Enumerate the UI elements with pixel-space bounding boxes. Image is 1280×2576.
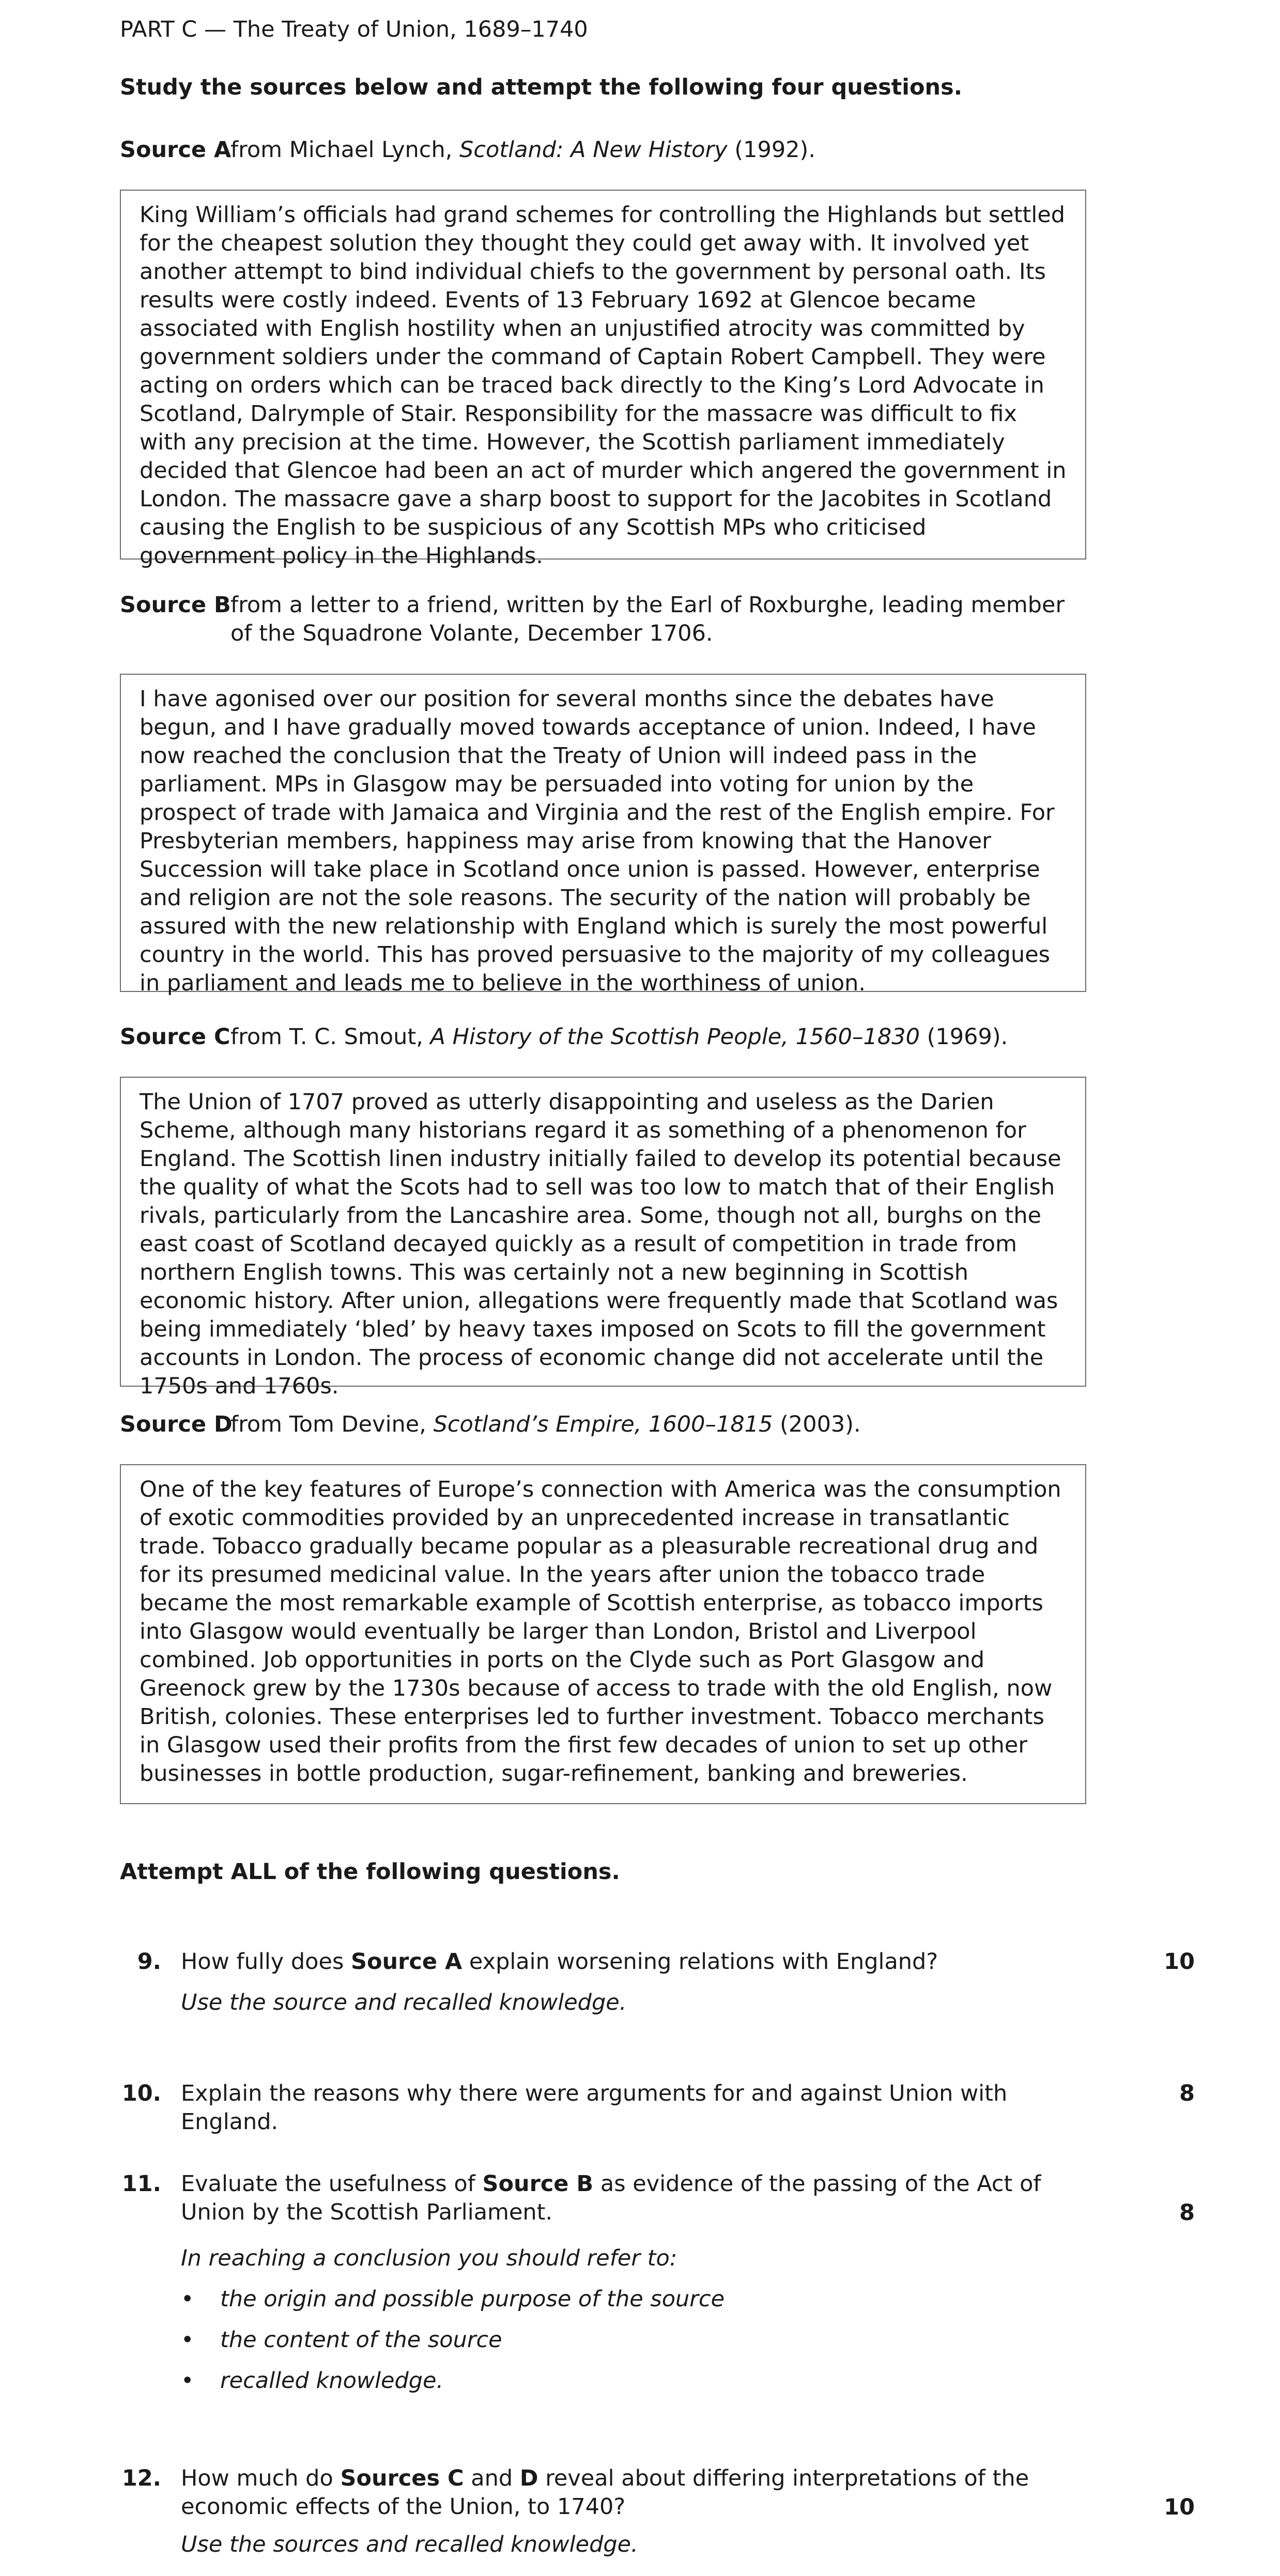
question-body: How much do Sources C and D reveal about differing interpretations of the economic effects of the Union, to 1740? Use the sources and recalled knowledge. (181, 2464, 1049, 2559)
source-a-box (120, 190, 1086, 569)
question-marks: 8 (1179, 2081, 1195, 2106)
source-b-label: Source B (120, 592, 231, 618)
question-number: 10. (121, 2081, 161, 2106)
source-a-citation: from Michael Lynch, Scotland: A New History (1992). (230, 137, 815, 163)
question-11 (120, 2170, 1195, 2395)
question-number: 12. (121, 2465, 161, 2491)
bullet-item: • recalled knowledge. (181, 2367, 1049, 2395)
source-d-box (120, 1464, 1086, 1804)
source-c-text: The Union of 1707 proved as utterly disappointing and useless as the Darien Scheme, although many historians regard it as something of a phenomenon for England. The Scottish linen industry initially failed to develop its potential because the quality of what the Scots had to sell was too low to match that of their English rivals, particularly from the Lancashire area. Some, though not all, burghs on the east coast of Scotland decayed quickly as a result of competition in trade from northern English towns. This was certainly not a new beginning in Scottish economic history. After union, allegations were frequently made that Scotland was being immediately ‘bled’ by heavy taxes imposed on Scots to fill the government accounts in London. The process of economic change did not accelerate until the 1750s and 1760s. (140, 1089, 1061, 1399)
question-marks: 8 (1179, 2200, 1195, 2226)
question-12 (120, 2464, 1195, 2559)
source-a-heading (120, 136, 1091, 164)
source-c-label: Source C (120, 1024, 230, 1050)
source-d-citation: from Tom Devine, Scotland’s Empire, 1600–1815 (2003). (230, 1411, 861, 1437)
question-instruction: Use the source and recalled knowledge. (181, 1990, 627, 2015)
question-instruction: In reaching a conclusion you should refer to: (181, 2245, 677, 2271)
question-number: 9. (137, 1949, 161, 1975)
source-b-citation: from a letter to a friend, written by the Earl of Roxburghe, leading member of the Squadrone Volante, December 1706. (230, 592, 1065, 646)
part-title: PART C — The Treaty of Union, 1689–1740 (120, 17, 588, 42)
source-c-box (120, 1077, 1086, 1399)
question-marks: 10 (1164, 2494, 1195, 2520)
source-a-text: King William’s officials had grand schemes for controlling the Highlands but settled for the cheapest solution they thought they could get away with. It involved yet another attempt to bind individual chiefs to the government by personal oath. Its results were costly indeed. Events of 13 February 1692 at Glencoe became associated with English hostility when an unjustified atrocity was committed by government soldiers under the command of Captain Robert Campbell. They were acting on orders which can be traced back directly to the King’s Lord Advocate in Scotland, Dalrymple of Stair. Responsibility for the massacre was difficult to fix with any precision at the time. However, the Scottish parliament immediately decided that Glencoe had been an act of murder which angered the government in London. The massacre gave a sharp boost to support for the Jacobites in Scotland causing the English to be suspicious of any Scottish MPs who criticised government policy in the Highlands. (140, 202, 1067, 569)
source-d-heading (120, 1410, 1091, 1439)
source-b-text: I have agonised over our position for several months since the debates have begun, and I have gradually moved towards acceptance of union. Indeed, I have now reached the conclusion that the Treaty of Union will indeed pass in the parliament. MPs in Glasgow may be persuaded into voting for union by the prospect of trade with Jamaica and Virginia and the rest of the English empire. For Presbyterian members, happiness may arise from knowing that the Hanover Succession will take place in Scotland once union is passed. However, enterprise and religion are not the sole reasons. The security of the nation will probably be assured with the new relationship with England which is surely the most powerful country in the world. This has proved persuasive to the majority of my colleagues in parliament and leads me to believe in the worthiness of union. (140, 686, 1055, 996)
bullet-list (181, 2285, 1049, 2395)
source-a-label: Source A (120, 137, 232, 163)
question-9 (120, 1948, 1195, 2017)
source-d-label: Source D (120, 1411, 233, 1437)
question-instruction: Use the sources and recalled knowledge. (181, 2532, 638, 2557)
question-marks: 10 (1164, 1949, 1195, 1975)
attempt-all-heading: Attempt ALL of the following questions. (120, 1859, 620, 1885)
question-body: How fully does Source A explain worsening relations with England? Use the source and recalled knowledge. (181, 1948, 1049, 2017)
source-c-citation: from T. C. Smout, A History of the Scottish People, 1560–1830 (1969). (230, 1024, 1008, 1050)
instruction: Study the sources below and attempt the following four questions. (120, 74, 963, 100)
question-number: 11. (121, 2171, 161, 2197)
question-body: Explain the reasons why there were arguments for and against Union with England. (181, 2081, 1008, 2135)
question-10 (120, 2080, 1195, 2136)
source-c-heading (120, 1023, 1091, 1051)
source-d-text: One of the key features of Europe’s connection with America was the consumption of exotic commodities provided by an unprecedented increase in transatlantic trade. Tobacco gradually became popular as a pleasurable recreational drug and for its presumed medicinal value. In the years after union the tobacco trade became the most remarkable example of Scottish enterprise, as tobacco imports into Glasgow would eventually be larger than London, Bristol and Liverpool combined. Job opportunities in ports on the Clyde such as Port Glasgow and Greenock grew by the 1730s because of access to trade with the old English, now British, colonies. These enterprises led to further investment. Tobacco merchants in Glasgow used their profits from the first few decades of union to set up other businesses in bottle production, sugar-refinement, banking and breweries. (140, 1477, 1061, 1787)
bullet-item: • the content of the source (181, 2326, 1049, 2354)
question-body: Evaluate the usefulness of Source B as evidence of the passing of the Act of Union by the Scottish Parliament. In reaching a conclusion you should refer to: • the origin and possible purpose of the source • the content of the source • recalled knowledge. (181, 2170, 1049, 2395)
bullet-item: • the origin and possible purpose of the source (181, 2285, 1049, 2314)
source-b-heading (120, 591, 1091, 648)
source-b-box (120, 674, 1086, 996)
